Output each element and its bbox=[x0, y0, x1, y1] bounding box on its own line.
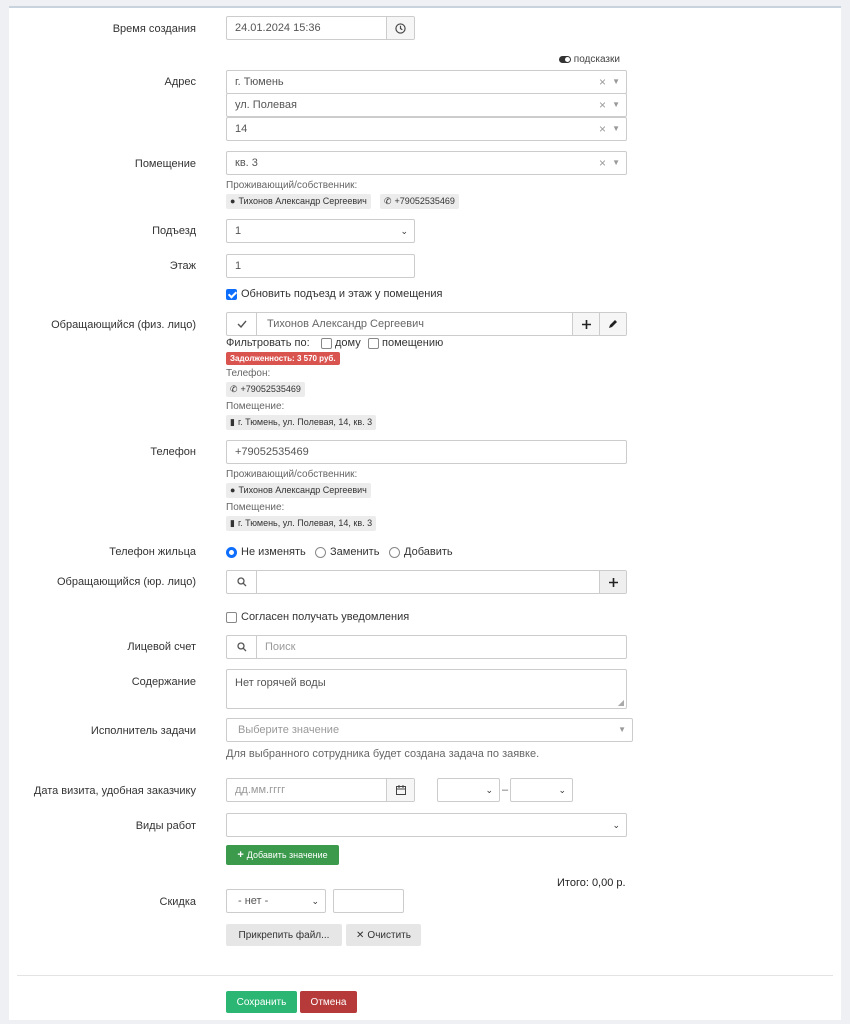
executor-label: Исполнитель задачи bbox=[90, 725, 196, 737]
notify-label: Согласен получать уведомления bbox=[241, 611, 410, 623]
add-value-label: Добавить значение bbox=[246, 850, 328, 860]
room-select[interactable] bbox=[226, 151, 627, 175]
hints-label: подсказки bbox=[573, 54, 620, 65]
clear-button[interactable] bbox=[346, 924, 421, 946]
chevron-down-icon: ⌄ bbox=[558, 785, 566, 795]
clock-icon[interactable] bbox=[386, 17, 414, 39]
resident-name-tag-2[interactable] bbox=[226, 483, 371, 498]
legal-input[interactable] bbox=[226, 570, 627, 594]
visit-date-input[interactable] bbox=[226, 778, 415, 802]
add-value-button[interactable] bbox=[226, 845, 339, 865]
resident-name: Тихонов Александр Сергеевич bbox=[238, 196, 367, 206]
radio-keep[interactable] bbox=[226, 547, 237, 558]
attach-file-button[interactable] bbox=[226, 924, 342, 946]
caret-down-icon[interactable]: ▼ bbox=[612, 158, 620, 167]
visit-time-from-select[interactable] bbox=[437, 778, 500, 802]
filter-house-label: дому bbox=[335, 337, 361, 349]
chevron-down-icon: ⌄ bbox=[612, 820, 620, 830]
phone-input[interactable] bbox=[226, 440, 627, 464]
address-house-value: 14 bbox=[235, 123, 248, 135]
account-placeholder: Поиск bbox=[265, 641, 296, 653]
content-value: Нет горячей воды bbox=[235, 677, 326, 689]
visit-time-to-select[interactable] bbox=[510, 778, 573, 802]
chevron-down-icon: ⌄ bbox=[485, 785, 493, 795]
clear-icon[interactable]: × bbox=[598, 75, 606, 89]
check-icon[interactable] bbox=[227, 313, 257, 335]
radio-replace-label: Заменить bbox=[330, 546, 380, 558]
resident-name-2: Тихонов Александр Сергеевич bbox=[238, 485, 367, 495]
account-label: Лицевой счет bbox=[127, 641, 196, 653]
plus-icon: + bbox=[237, 849, 244, 861]
visit-date-placeholder: дд.мм.гггг bbox=[235, 784, 286, 796]
discount-select[interactable] bbox=[226, 889, 326, 913]
clear-icon[interactable]: × bbox=[598, 122, 606, 136]
calendar-icon[interactable] bbox=[386, 779, 414, 801]
entrance-select[interactable] bbox=[226, 219, 415, 243]
radio-keep-label: Не изменять bbox=[241, 546, 306, 558]
chevron-down-icon: ⌄ bbox=[311, 896, 319, 906]
resident-phone-tag[interactable] bbox=[380, 194, 459, 209]
search-icon bbox=[227, 636, 257, 658]
phone-value: +79052535469 bbox=[235, 446, 309, 458]
clear-icon[interactable]: × bbox=[598, 98, 606, 112]
address-street-value: ул. Полевая bbox=[235, 99, 297, 111]
plus-icon[interactable] bbox=[572, 313, 599, 335]
cancel-label: Отмена bbox=[310, 996, 347, 1008]
hints-toggle[interactable] bbox=[559, 54, 620, 65]
time-separator: – bbox=[502, 784, 509, 796]
phone-icon: ✆ bbox=[230, 384, 238, 394]
times-icon: ✕ bbox=[356, 929, 365, 941]
chevron-down-icon: ⌄ bbox=[400, 226, 408, 236]
applicant-room: г. Тюмень, ул. Полевая, 14, кв. 3 bbox=[237, 417, 373, 427]
discount-value: - нет - bbox=[238, 895, 269, 907]
caret-down-icon[interactable]: ▼ bbox=[612, 124, 620, 133]
building-icon: ▮ bbox=[230, 417, 235, 427]
filter-room-label: помещению bbox=[382, 337, 444, 349]
toggle-icon bbox=[559, 56, 571, 63]
visit-label: Дата визита, удобная заказчику bbox=[33, 785, 196, 797]
address-city-value: г. Тюмень bbox=[235, 76, 284, 88]
plus-icon[interactable] bbox=[599, 571, 626, 593]
applicant-room-caption: Помещение: bbox=[226, 401, 285, 412]
request-form-panel bbox=[9, 6, 841, 1020]
save-label: Сохранить bbox=[236, 996, 287, 1008]
resident-caption: Проживающий/собственник: bbox=[226, 180, 358, 191]
filter-label: Фильтровать по: bbox=[226, 337, 310, 349]
created-value: 24.01.2024 15:36 bbox=[235, 22, 321, 34]
applicant-phone-tag[interactable] bbox=[226, 382, 305, 397]
executor-select[interactable] bbox=[226, 718, 633, 742]
resident-phone-label: Телефон жильца bbox=[109, 546, 196, 558]
attach-file-label: Прикрепить файл... bbox=[238, 929, 330, 941]
room-caption-2: Помещение: bbox=[226, 502, 285, 513]
update-entrance-checkbox[interactable] bbox=[226, 289, 237, 300]
floor-value: 1 bbox=[235, 260, 242, 272]
total-label: Итого: 0,00 р. bbox=[557, 877, 626, 889]
resize-handle-icon[interactable]: ◢ bbox=[617, 698, 624, 707]
clear-icon[interactable]: × bbox=[598, 156, 606, 170]
debt-badge: Задолженность: 3 570 руб. bbox=[226, 352, 340, 365]
applicant-phone: +79052535469 bbox=[240, 384, 301, 394]
executor-hint: Для выбранного сотрудника будет создана задача по заявке. bbox=[226, 748, 540, 760]
cancel-button[interactable] bbox=[300, 991, 357, 1013]
caret-down-icon[interactable]: ▼ bbox=[612, 77, 620, 86]
building-icon: ▮ bbox=[230, 518, 235, 528]
created-label: Время создания bbox=[112, 23, 196, 35]
radio-replace[interactable] bbox=[315, 547, 326, 558]
phone-label: Телефон bbox=[150, 446, 196, 458]
phone-icon: ✆ bbox=[384, 196, 392, 206]
user-icon: ● bbox=[230, 485, 236, 495]
radio-add-label: Добавить bbox=[404, 546, 453, 558]
clear-label: Очистить bbox=[367, 929, 411, 941]
content-textarea[interactable] bbox=[226, 669, 627, 709]
works-label: Виды работ bbox=[135, 820, 196, 832]
discount-amount-input[interactable] bbox=[333, 889, 404, 913]
caret-down-icon[interactable]: ▼ bbox=[612, 100, 620, 109]
entrance-label: Подъезд bbox=[152, 225, 196, 237]
created-datetime-input[interactable] bbox=[226, 16, 415, 40]
applicant-value: Тихонов Александр Сергеевич bbox=[267, 318, 424, 330]
entrance-value: 1 bbox=[235, 225, 242, 237]
floor-input[interactable] bbox=[226, 254, 415, 278]
legal-label: Обращающийся (юр. лицо) bbox=[56, 576, 196, 588]
applicant-label: Обращающийся (физ. лицо) bbox=[51, 319, 196, 331]
filter-room-checkbox[interactable] bbox=[368, 338, 379, 349]
footer-divider bbox=[17, 975, 833, 976]
address-city-select[interactable] bbox=[226, 70, 627, 94]
notify-checkbox[interactable] bbox=[226, 612, 237, 623]
address-street-select[interactable] bbox=[226, 93, 627, 117]
room-label: Помещение bbox=[134, 158, 196, 170]
discount-label: Скидка bbox=[159, 896, 196, 908]
account-search-input[interactable] bbox=[226, 635, 627, 659]
applicant-input[interactable] bbox=[226, 312, 627, 336]
user-icon: ● bbox=[230, 196, 236, 206]
save-button[interactable] bbox=[226, 991, 297, 1013]
caret-down-icon: ▼ bbox=[618, 725, 626, 734]
pencil-icon[interactable] bbox=[599, 313, 626, 335]
room-value: кв. 3 bbox=[235, 157, 258, 169]
phone-caption: Телефон: bbox=[226, 368, 271, 379]
radio-add[interactable] bbox=[389, 547, 400, 558]
applicant-room-tag[interactable] bbox=[226, 415, 376, 430]
resident-caption-2: Проживающий/собственник: bbox=[226, 469, 358, 480]
content-label: Содержание bbox=[131, 676, 196, 688]
update-entrance-label: Обновить подъезд и этаж у помещения bbox=[241, 288, 443, 300]
filter-house-checkbox[interactable] bbox=[321, 338, 332, 349]
executor-placeholder: Выберите значение bbox=[238, 724, 340, 736]
address-label: Адрес bbox=[164, 76, 196, 88]
search-icon bbox=[227, 571, 257, 593]
resident-phone: +79052535469 bbox=[394, 196, 455, 206]
floor-label: Этаж bbox=[169, 260, 196, 272]
resident-name-tag[interactable] bbox=[226, 194, 371, 209]
works-select[interactable] bbox=[226, 813, 627, 837]
room-value-2: г. Тюмень, ул. Полевая, 14, кв. 3 bbox=[237, 518, 373, 528]
address-house-select[interactable] bbox=[226, 117, 627, 141]
room-tag-2[interactable] bbox=[226, 516, 376, 531]
